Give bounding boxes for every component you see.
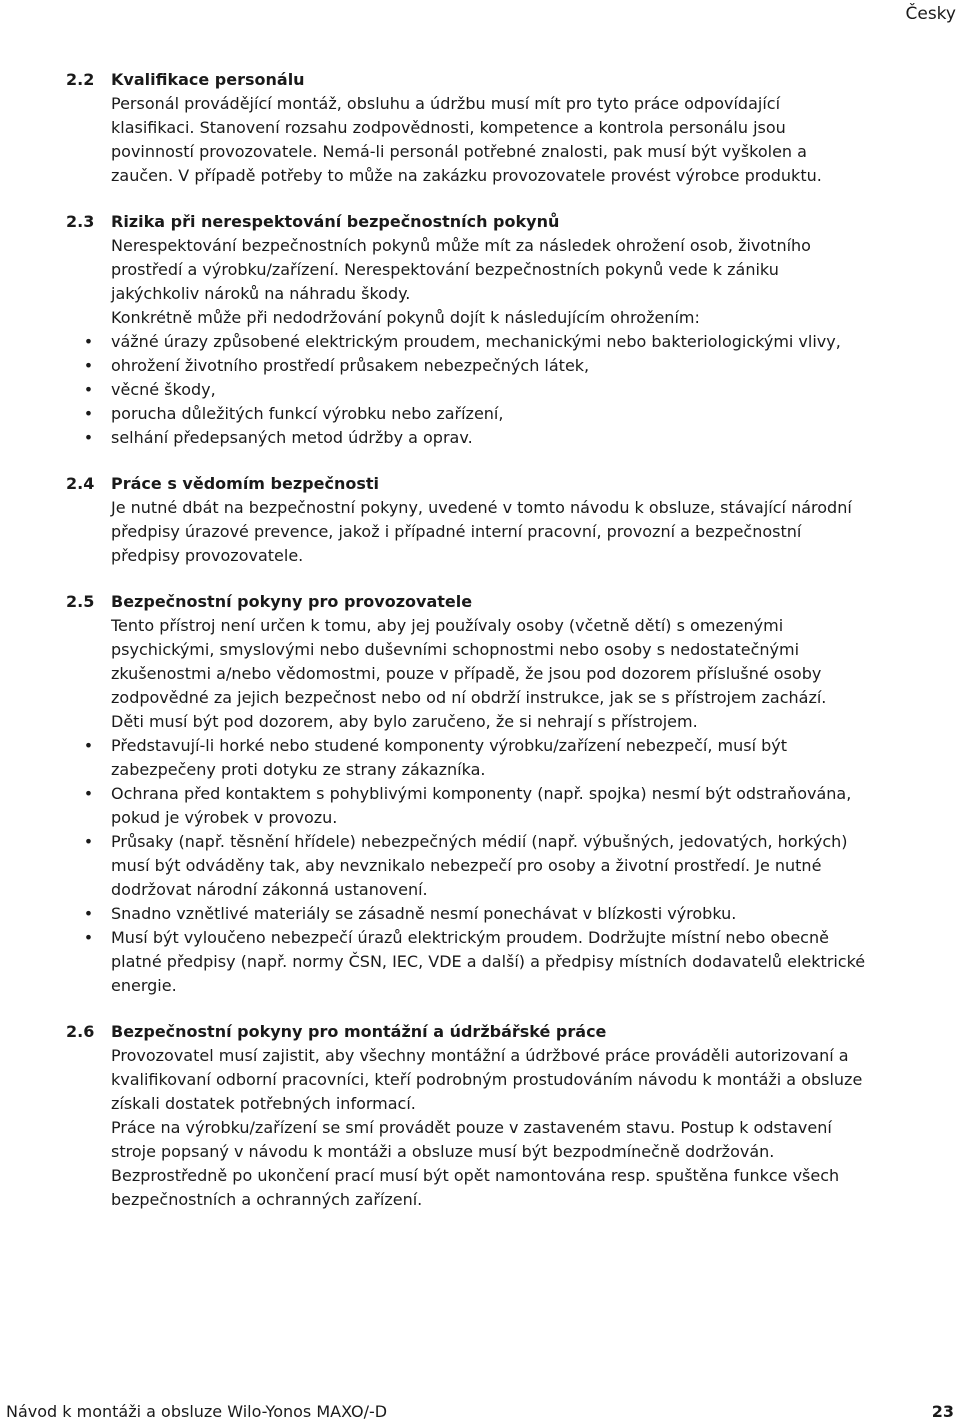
section-2-4 bbox=[66, 472, 866, 568]
paragraph: Tento přístroj není určen k tomu, aby jej používaly osoby (včetně dětí) s omezenými psychickými, smyslovými nebo duševními schopnostmi nebo osoby s nedostatečnými zkušenostmi a/nebo vědomostmi, pouze v případě, že jsou pod dozorem příslušné osoby zodpovědné za jejich bezpečnost nebo od ní obdrží instrukce, jak se s přístrojem zachází. bbox=[111, 616, 827, 707]
section-number: 2.3 bbox=[66, 212, 95, 231]
section-number: 2.5 bbox=[66, 592, 95, 611]
document-body bbox=[66, 68, 866, 1234]
section-title: Práce s vědomím bezpečnosti bbox=[111, 474, 379, 493]
paragraph: Nerespektování bezpečnostních pokynů může mít za následek ohrožení osob, životního prostředí a výrobku/zařízení. Nerespektování bezpečnostních pokynů vede k zániku jakýchkoliv nároků na náhradu škody. bbox=[111, 236, 811, 303]
section-2-5 bbox=[66, 590, 866, 998]
list-item: • Musí být vyloučeno nebezpečí úrazů elektrickým proudem. Dodržujte místní nebo obecně platné předpisy (např. normy ČSN, IEC, VDE a další) a předpisy místních dodavatelů elektrické energie. bbox=[111, 926, 866, 998]
list-item: • Průsaky (např. těsnění hřídele) nebezpečných médií (např. výbušných, jedovatých, horkých) musí být odváděny tak, aby nevznikalo nebezpečí pro osoby a životní prostředí. Je nutné dodržovat národní zákonná ustanovení. bbox=[111, 830, 866, 902]
list-item: • ohrožení životního prostředí průsakem nebezpečných látek, bbox=[111, 354, 866, 378]
section-title: Bezpečnostní pokyny pro montážní a údržbářské práce bbox=[111, 1022, 607, 1041]
section-title: Rizika při nerespektování bezpečnostních pokynů bbox=[111, 212, 560, 231]
section-number: 2.6 bbox=[66, 1022, 95, 1041]
section-title: Kvalifikace personálu bbox=[111, 70, 305, 89]
list-item: • Ochrana před kontaktem s pohyblivými komponenty (např. spojka) nesmí být odstraňována, pokud je výrobek v provozu. bbox=[111, 782, 866, 830]
bullet-list bbox=[111, 330, 866, 450]
paragraph: Provozovatel musí zajistit, aby všechny montážní a údržbové práce prováděli autorizovaní a kvalifikovaní odborní pracovníci, kteří podrobným prostudováním návodu k montáži a obsluze získali dostatek potřebných informací. bbox=[111, 1046, 863, 1113]
section-number: 2.2 bbox=[66, 70, 95, 89]
section-2-2 bbox=[66, 68, 866, 188]
list-item: • věcné škody, bbox=[111, 378, 866, 402]
list-item: • vážné úrazy způsobené elektrickým proudem, mechanickými nebo bakteriologickými vlivy, bbox=[111, 330, 866, 354]
paragraph: Konkrétně může při nedodržování pokynů dojít k následujícím ohrožením: bbox=[111, 308, 700, 327]
list-item: • Snadno vznětlivé materiály se zásadně nesmí ponechávat v blízkosti výrobku. bbox=[111, 902, 866, 926]
page-number: 23 bbox=[931, 1402, 954, 1421]
paragraph: Je nutné dbát na bezpečnostní pokyny, uvedené v tomto návodu k obsluze, stávající národní předpisy úrazové prevence, jakož i případné interní pracovní, provozní a bezpečnostní předpisy provozovatele. bbox=[111, 498, 852, 565]
paragraph: Práce na výrobku/zařízení se smí provádět pouze v zastaveném stavu. Postup k odstavení stroje popsaný v návodu k montáži a obsluze musí být bezpodmínečně dodržován. bbox=[111, 1118, 832, 1161]
paragraph: Personál provádějící montáž, obsluhu a údržbu musí mít pro tyto práce odpovídající klasifikaci. Stanovení rozsahu zodpovědnosti, kompetence a kontrola personálu jsou povinností provozovatele. Nemá-li personál potřebné znalosti, pak musí být vyškolen a zaučen. V případě potřeby to může na zakázku provozovatele provést výrobce produktu. bbox=[111, 94, 822, 185]
section-2-3 bbox=[66, 210, 866, 450]
section-number: 2.4 bbox=[66, 474, 95, 493]
language-label: Česky bbox=[905, 4, 956, 24]
footer-document-title: Návod k montáži a obsluze Wilo-Yonos MAXO/-D bbox=[6, 1402, 388, 1421]
bullet-list bbox=[111, 734, 866, 998]
paragraph: Bezprostředně po ukončení prací musí být opět namontována resp. spuštěna funkce všech bezpečnostních a ochranných zařízení. bbox=[111, 1166, 840, 1209]
list-item: • Představují-li horké nebo studené komponenty výrobku/zařízení nebezpečí, musí být zabezpečeny proti dotyku ze strany zákazníka. bbox=[111, 734, 866, 782]
list-item: • porucha důležitých funkcí výrobku nebo zařízení, bbox=[111, 402, 866, 426]
list-item: • selhání předepsaných metod údržby a oprav. bbox=[111, 426, 866, 450]
section-2-6 bbox=[66, 1020, 866, 1212]
section-title: Bezpečnostní pokyny pro provozovatele bbox=[111, 592, 473, 611]
paragraph: Děti musí být pod dozorem, aby bylo zaručeno, že si nehrají s přístrojem. bbox=[111, 712, 698, 731]
